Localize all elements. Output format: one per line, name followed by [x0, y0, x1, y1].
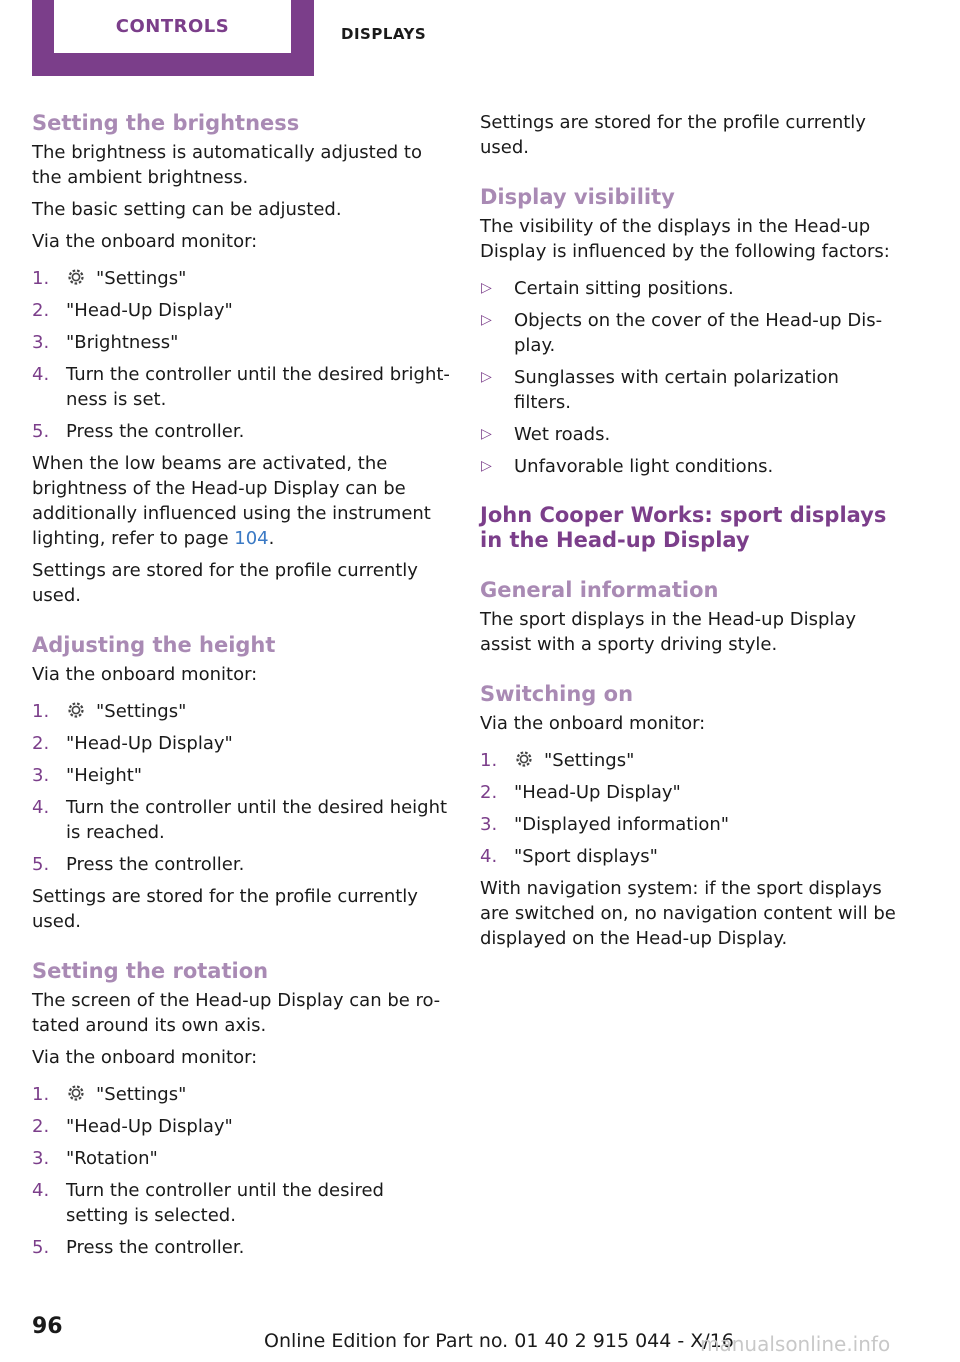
triangle-bullet-icon: ▷	[481, 369, 492, 385]
list-item: 3. "Displayed information"	[480, 814, 730, 835]
triangle-bullet-icon: ▷	[481, 312, 492, 328]
left-column	[32, 110, 450, 1267]
list-item: 4. Turn the controller until the desired setting is selected.	[32, 1180, 384, 1226]
paragraph: When the low beams are activated, the brightness of the Head-up Display can be additionally influenced using the instrument lighting, refer to page 104.	[32, 453, 431, 549]
list-item: 4. "Sport displays"	[480, 846, 658, 867]
paragraph: Settings are stored for the profile currently used.	[32, 560, 418, 606]
settings-gear-icon	[66, 700, 86, 720]
heading-setting-brightness: Setting the brightness	[32, 111, 300, 135]
heading-setting-rotation: Setting the rotation	[32, 959, 269, 983]
list-item: 1. "Settings"	[32, 268, 187, 289]
paragraph: Via the onboard monitor:	[32, 1047, 258, 1068]
brightness-steps	[32, 266, 450, 444]
heading-adjusting-height: Adjusting the height	[32, 633, 276, 657]
right-column	[480, 110, 900, 958]
settings-gear-icon	[514, 749, 534, 769]
chapter-tab-label: CONTROLS	[54, 0, 291, 53]
height-steps	[32, 699, 450, 877]
paragraph: The visibility of the displays in the Head-up Display is influenced by the following factors:	[480, 216, 890, 262]
settings-gear-icon	[66, 267, 86, 287]
list-item: 2. "Head-Up Display"	[480, 782, 681, 803]
list-item: 1. "Settings"	[32, 701, 187, 722]
section-tab[interactable]: DISPLAYS	[341, 25, 427, 43]
list-item: 5. Press the controller.	[32, 421, 245, 442]
chapter-tab[interactable]	[32, 0, 314, 76]
list-item: 4. Turn the controller until the desired brightness is set.	[32, 364, 450, 410]
paragraph: The sport displays in the Head-up Display assist with a sporty driving style.	[480, 609, 857, 655]
heading-display-visibility: Display visibility	[480, 185, 675, 209]
paragraph: With navigation system: if the sport displays are switched on, no navigation content will be displayed on the Head-up Display.	[480, 878, 896, 949]
list-item: 2. "Head-Up Display"	[32, 1116, 233, 1137]
switching-on-steps	[480, 748, 900, 869]
paragraph: Settings are stored for the profile currently used.	[480, 112, 866, 158]
settings-gear-icon	[66, 1083, 86, 1103]
watermark: manualsonline.info	[700, 1332, 891, 1356]
list-item: ▷ Unfavorable light conditions.	[481, 456, 774, 477]
page-number: 96	[32, 1314, 63, 1339]
list-item: 3. "Height"	[32, 765, 143, 786]
page-header	[0, 0, 960, 76]
heading-switching-on: Switching on	[480, 682, 634, 706]
list-item: 3. "Rotation"	[32, 1148, 158, 1169]
visibility-factors	[480, 276, 900, 479]
heading-jcw-sport-displays: John Cooper Works: sport displays in the Head-up Display	[480, 503, 887, 552]
list-item: 5. Press the controller.	[32, 1237, 245, 1258]
triangle-bullet-icon: ▷	[481, 426, 492, 442]
list-item: 3. "Brightness"	[32, 332, 179, 353]
page-link[interactable]: 104	[234, 528, 269, 549]
list-item: 5. Press the controller.	[32, 854, 245, 875]
triangle-bullet-icon: ▷	[481, 458, 492, 474]
list-item: 4. Turn the controller until the desired height is reached.	[32, 797, 448, 843]
rotation-steps	[32, 1082, 450, 1260]
paragraph: Via the onboard monitor:	[32, 664, 258, 685]
paragraph: Via the onboard monitor:	[32, 231, 258, 252]
list-item: 2. "Head-Up Display"	[32, 733, 233, 754]
heading-general-information: General information	[480, 578, 719, 602]
paragraph: The brightness is automatically adjusted to the ambient brightness.	[32, 142, 423, 188]
list-item: 2. "Head-Up Display"	[32, 300, 233, 321]
triangle-bullet-icon: ▷	[481, 280, 492, 296]
list-item: ▷ Sunglasses with certain polarization filters.	[481, 367, 839, 413]
edition-footer: Online Edition for Part no. 01 40 2 915 044 - X/16	[264, 1330, 734, 1352]
paragraph: The screen of the Head-up Display can be rotated around its own axis.	[32, 990, 441, 1036]
list-item: ▷ Objects on the cover of the Head-up Display.	[481, 310, 883, 356]
paragraph: The basic setting can be adjusted.	[32, 199, 342, 220]
list-item: 1. "Settings"	[32, 1084, 187, 1105]
paragraph: Via the onboard monitor:	[480, 713, 706, 734]
list-item: ▷ Certain sitting positions.	[481, 278, 734, 299]
list-item: ▷ Wet roads.	[481, 424, 611, 445]
paragraph: Settings are stored for the profile currently used.	[32, 886, 418, 932]
list-item: 1. "Settings"	[480, 750, 635, 771]
